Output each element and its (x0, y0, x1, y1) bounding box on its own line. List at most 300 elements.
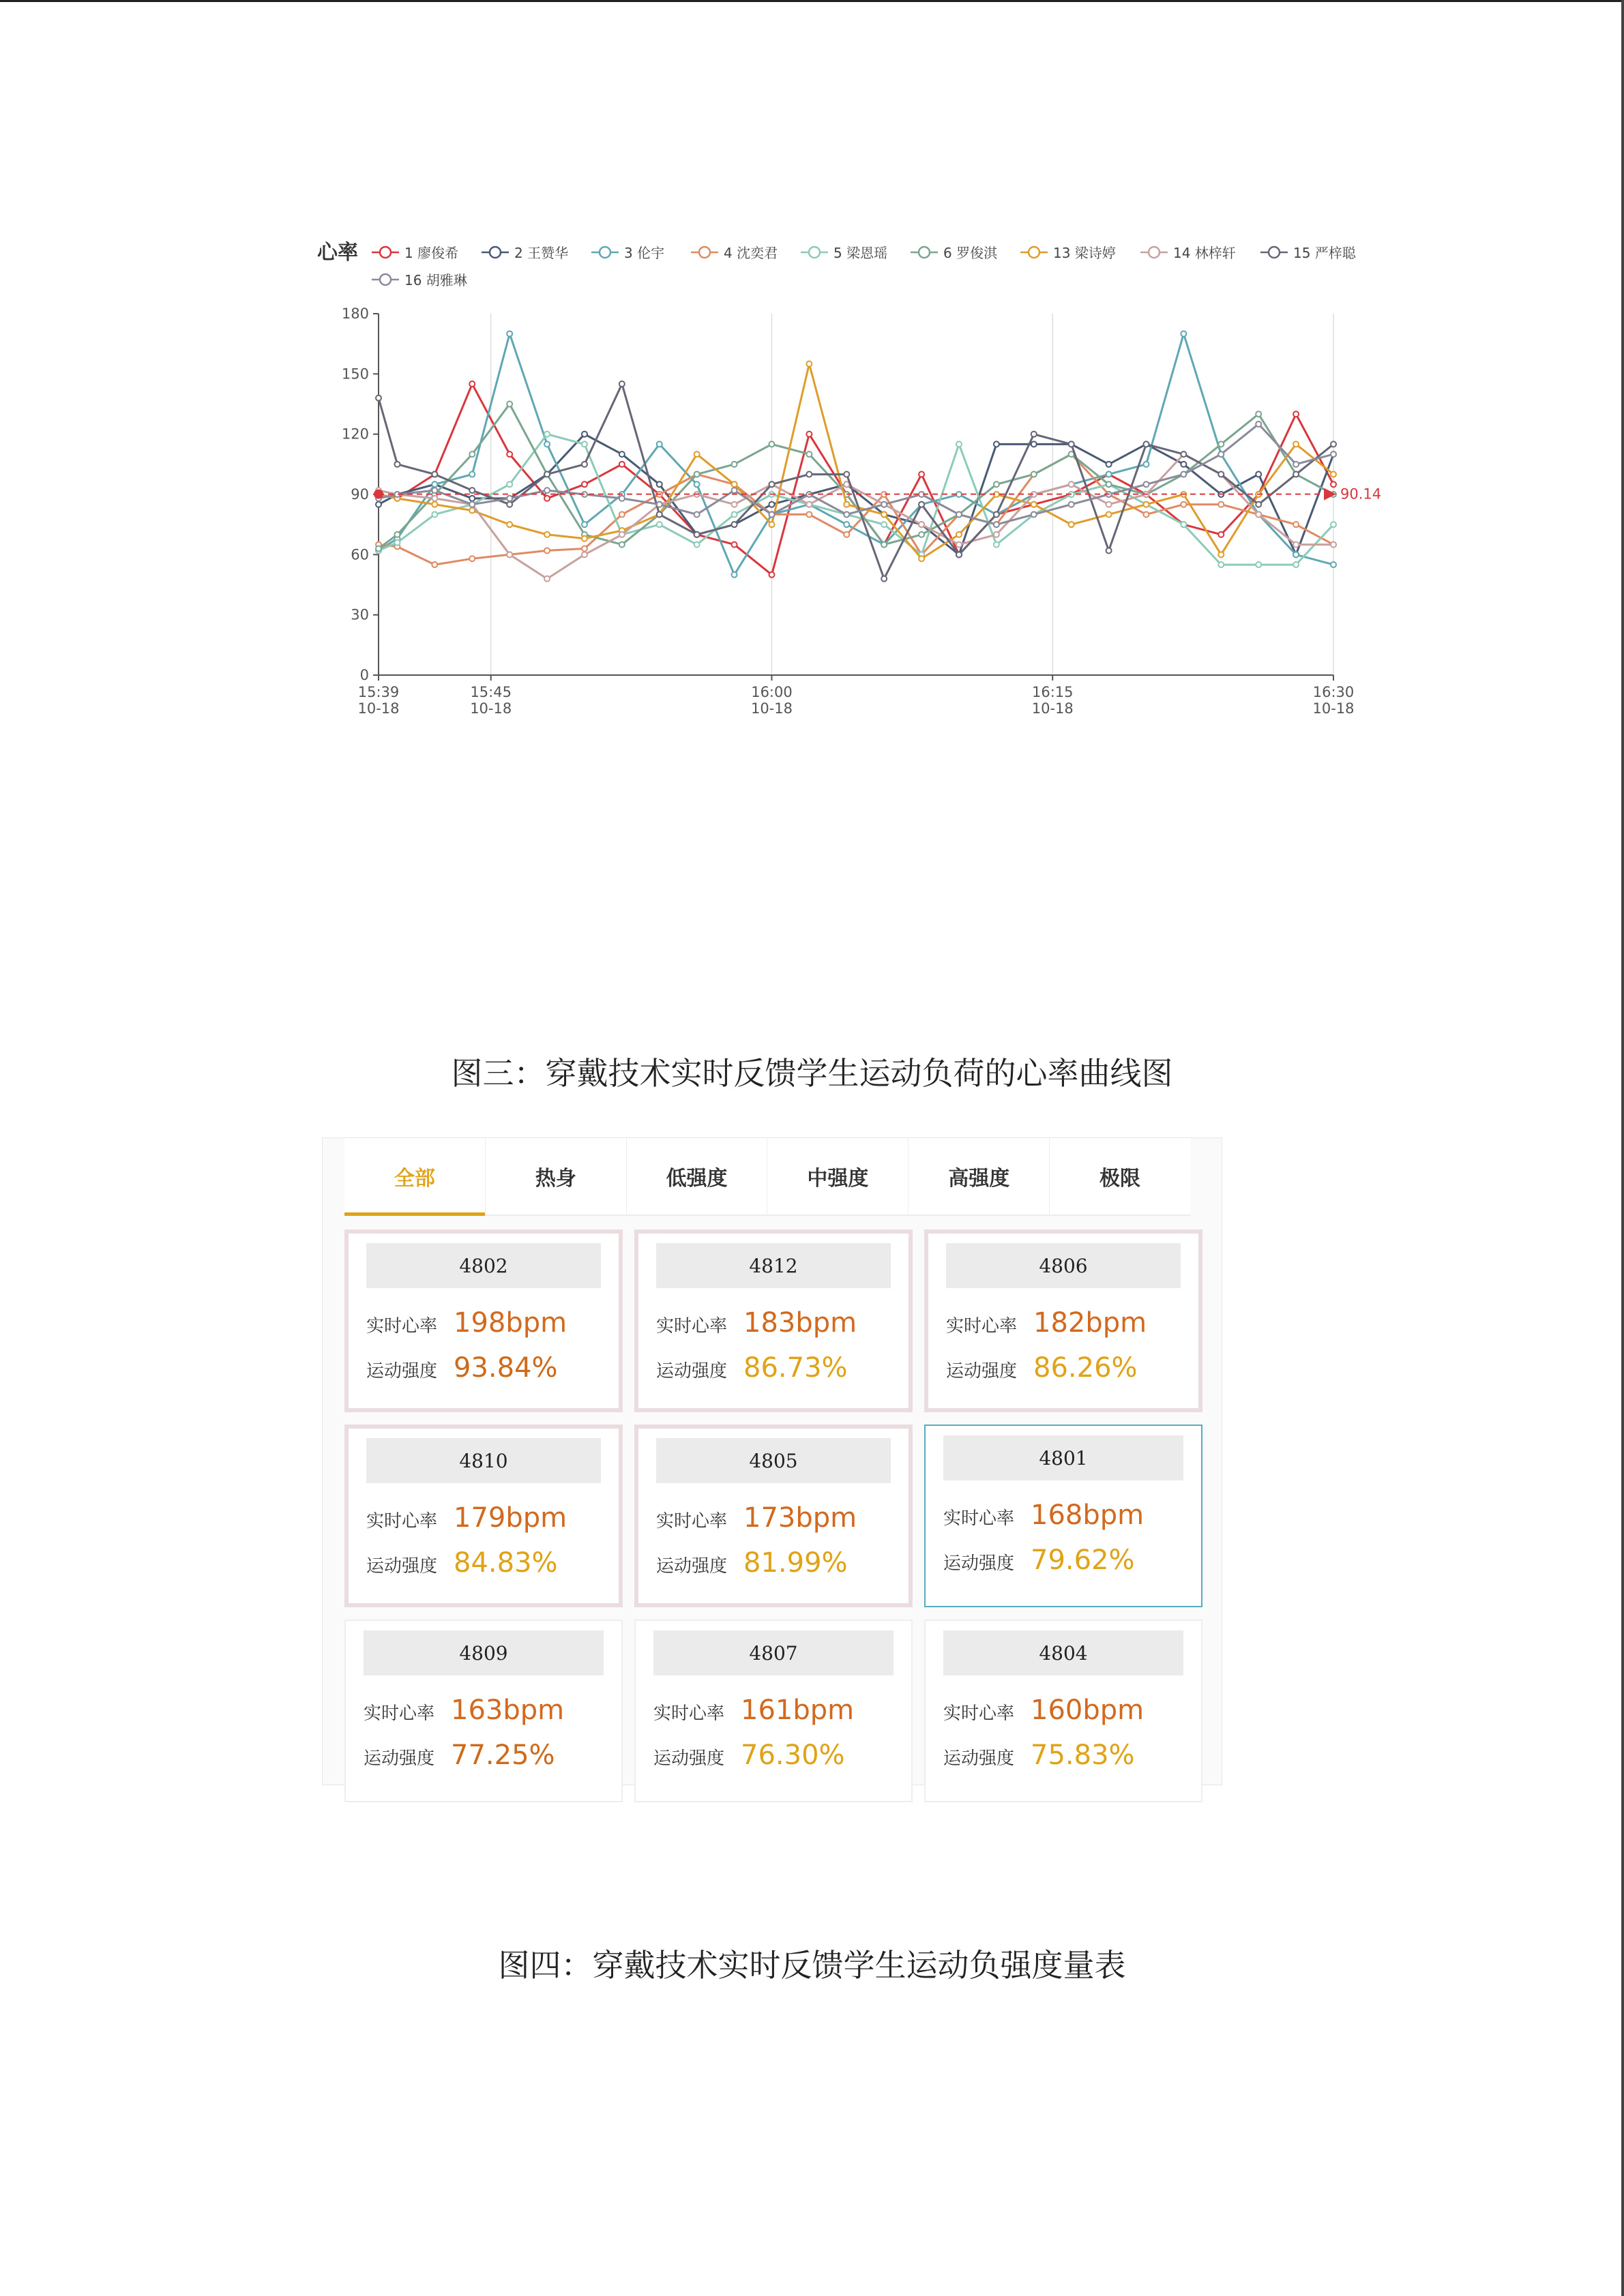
data-point[interactable] (432, 496, 437, 501)
data-point[interactable] (1143, 441, 1149, 447)
data-point[interactable] (582, 481, 587, 487)
legend-label: 6 罗俊淇 (943, 245, 998, 261)
data-point[interactable] (1331, 542, 1336, 548)
x-tick-date-label: 10-18 (470, 700, 512, 717)
data-point[interactable] (582, 552, 587, 557)
data-point[interactable] (394, 462, 400, 467)
device-id: 4812 (656, 1243, 891, 1288)
data-point[interactable] (694, 532, 700, 537)
x-tick-time-label: 15:39 (357, 684, 400, 700)
data-point[interactable] (619, 496, 625, 501)
data-point[interactable] (1106, 548, 1112, 553)
data-point[interactable] (544, 496, 550, 501)
mark-line-label: 90.14 (1340, 486, 1382, 503)
student-card[interactable] (634, 1425, 913, 1607)
data-point[interactable] (619, 511, 625, 517)
data-point[interactable] (769, 481, 774, 487)
data-point[interactable] (657, 522, 662, 527)
device-id: 4804 (943, 1630, 1183, 1675)
student-card[interactable] (924, 1229, 1202, 1412)
data-point[interactable] (1293, 411, 1299, 417)
figure-4-caption: 图四：穿戴技术实时反馈学生运动负强度量表 (498, 1947, 1126, 1984)
data-point[interactable] (1106, 481, 1112, 487)
data-point[interactable] (1331, 441, 1336, 447)
student-card[interactable] (344, 1620, 623, 1802)
intensity-panel (322, 1137, 1222, 1785)
data-point[interactable] (769, 502, 774, 507)
data-point[interactable] (376, 396, 381, 401)
tab-all[interactable]: 全部 (344, 1138, 486, 1214)
legend-swatch-marker (809, 247, 820, 258)
data-point[interactable] (919, 532, 924, 537)
x-tick-date-label: 10-18 (357, 700, 400, 717)
data-point[interactable] (1218, 562, 1224, 567)
data-point[interactable] (1069, 502, 1074, 507)
heart-rate-chart (310, 232, 1382, 730)
data-point[interactable] (1143, 481, 1149, 487)
data-point[interactable] (1143, 502, 1149, 507)
intensity-row (946, 1352, 1138, 1384)
data-point[interactable] (1069, 441, 1074, 447)
data-point[interactable] (376, 502, 381, 507)
data-point[interactable] (732, 462, 737, 467)
data-point[interactable] (956, 542, 962, 548)
intensity-label: 运动强度 (366, 1556, 438, 1577)
tab-warmup[interactable]: 热身 (486, 1138, 627, 1214)
data-point[interactable] (956, 511, 962, 517)
data-point[interactable] (469, 502, 475, 507)
data-point[interactable] (844, 522, 849, 527)
data-point[interactable] (1293, 462, 1299, 467)
data-point[interactable] (732, 511, 737, 517)
data-point[interactable] (694, 451, 700, 457)
data-point[interactable] (1218, 552, 1224, 557)
data-point[interactable] (694, 481, 700, 487)
data-point[interactable] (1181, 502, 1186, 507)
data-point[interactable] (1031, 472, 1037, 477)
student-card[interactable] (924, 1620, 1202, 1802)
intensity-label: 运动强度 (366, 1361, 438, 1382)
data-point[interactable] (956, 492, 962, 497)
intensity-label: 运动强度 (656, 1361, 728, 1382)
legend-item[interactable] (1020, 245, 1116, 261)
x-tick-time-label: 16:00 (751, 684, 793, 700)
data-point[interactable] (956, 441, 962, 447)
heart-rate-label: 实时心率 (366, 1316, 438, 1337)
series-line (379, 384, 1333, 575)
data-point[interactable] (432, 502, 437, 507)
intensity-label: 运动强度 (943, 1553, 1015, 1574)
data-point[interactable] (881, 511, 887, 517)
data-point[interactable] (1106, 511, 1112, 517)
student-card[interactable] (634, 1229, 913, 1412)
data-point[interactable] (619, 451, 625, 457)
tab-high-intensity[interactable]: 高强度 (909, 1138, 1050, 1214)
data-point[interactable] (1256, 472, 1261, 477)
data-point[interactable] (732, 522, 737, 527)
data-point[interactable] (881, 522, 887, 527)
legend-item[interactable] (372, 245, 458, 261)
data-point[interactable] (1256, 511, 1261, 517)
data-point[interactable] (1293, 441, 1299, 447)
data-point[interactable] (994, 511, 999, 517)
data-point[interactable] (1218, 532, 1224, 537)
heart-rate-row (946, 1307, 1147, 1339)
data-point[interactable] (994, 522, 999, 527)
data-point[interactable] (1143, 462, 1149, 467)
data-point[interactable] (1256, 562, 1261, 567)
data-point[interactable] (694, 511, 700, 517)
data-point[interactable] (994, 441, 999, 447)
data-point[interactable] (1218, 502, 1224, 507)
legend-item[interactable] (591, 245, 664, 261)
heart-rate-value: 161bpm (741, 1695, 855, 1726)
student-card[interactable] (924, 1425, 1202, 1607)
data-point[interactable] (881, 542, 887, 548)
device-id: 4806 (946, 1243, 1181, 1288)
device-id: 4805 (656, 1438, 891, 1483)
data-point[interactable] (544, 532, 550, 537)
student-card[interactable] (344, 1229, 623, 1412)
data-point[interactable] (1031, 441, 1037, 447)
series-group (376, 331, 1336, 577)
device-id: 4807 (653, 1630, 894, 1675)
heart-rate-label: 实时心率 (656, 1511, 728, 1532)
data-point[interactable] (919, 502, 924, 507)
device-id: 4802 (366, 1243, 601, 1288)
heart-rate-label: 实时心率 (364, 1703, 435, 1724)
device-id: 4810 (366, 1438, 601, 1483)
data-point[interactable] (1069, 522, 1074, 527)
student-card[interactable] (344, 1425, 623, 1607)
heart-rate-value: 179bpm (454, 1502, 567, 1534)
chart-axes (342, 305, 1355, 717)
data-point[interactable] (1331, 522, 1336, 527)
data-point[interactable] (1256, 421, 1261, 427)
data-point[interactable] (432, 562, 437, 567)
intensity-value: 76.30% (741, 1740, 845, 1771)
figure-3-caption: 图三：穿戴技术实时反馈学生运动负荷的心率曲线图 (451, 1055, 1173, 1092)
data-point[interactable] (432, 511, 437, 517)
data-point[interactable] (694, 542, 700, 548)
data-point[interactable] (806, 502, 812, 507)
intensity-value: 84.83% (454, 1547, 558, 1579)
intensity-label: 运动强度 (364, 1748, 435, 1769)
legend-item[interactable] (1140, 245, 1236, 261)
data-point[interactable] (507, 522, 512, 527)
data-point[interactable] (582, 536, 587, 541)
chart-title: 心率 (317, 241, 358, 265)
intensity-value: 79.62% (1031, 1545, 1135, 1576)
data-point[interactable] (619, 381, 625, 387)
intensity-row (943, 1545, 1135, 1576)
data-point[interactable] (994, 542, 999, 548)
data-point[interactable] (919, 556, 924, 561)
legend-label: 5 梁恩瑶 (833, 245, 888, 261)
heart-rate-label: 实时心率 (653, 1703, 725, 1724)
tab-extreme[interactable]: 极限 (1099, 1167, 1141, 1191)
data-point[interactable] (507, 552, 512, 557)
legend-swatch-marker (600, 247, 610, 258)
y-tick-label: 120 (341, 426, 369, 443)
series-group (376, 421, 1336, 527)
data-point[interactable] (657, 502, 662, 507)
y-tick-label: 180 (341, 305, 369, 322)
data-point[interactable] (881, 576, 887, 582)
data-point[interactable] (769, 511, 774, 517)
intensity-label: 运动强度 (653, 1748, 725, 1769)
data-point[interactable] (469, 556, 475, 561)
chart-legend (372, 245, 1357, 288)
series-line (379, 333, 1333, 574)
data-point[interactable] (544, 488, 550, 493)
legend-swatch-marker (699, 247, 710, 258)
data-point[interactable] (1293, 522, 1299, 527)
legend-item[interactable] (911, 245, 997, 261)
data-point[interactable] (769, 522, 774, 527)
data-point[interactable] (1031, 432, 1037, 437)
data-point[interactable] (1256, 411, 1261, 417)
heart-rate-row (366, 1502, 567, 1534)
data-point[interactable] (582, 441, 587, 447)
data-point[interactable] (619, 462, 625, 467)
intensity-tabs (344, 1138, 1190, 1216)
intensity-value: 81.99% (743, 1547, 848, 1579)
data-point[interactable] (844, 472, 849, 477)
data-point[interactable] (469, 496, 475, 501)
data-point[interactable] (919, 522, 924, 527)
data-point[interactable] (844, 511, 849, 517)
data-point[interactable] (1031, 502, 1037, 507)
tab-low-intensity[interactable]: 低强度 (627, 1138, 768, 1214)
legend-swatch-marker (490, 247, 501, 258)
y-tick-label: 90 (351, 486, 369, 503)
data-point[interactable] (1181, 472, 1186, 477)
data-point[interactable] (956, 532, 962, 537)
data-point[interactable] (1106, 462, 1112, 467)
heart-rate-value: 168bpm (1031, 1500, 1145, 1531)
tab-medium-intensity[interactable]: 中强度 (767, 1138, 909, 1214)
chart-series (376, 331, 1336, 581)
x-tick-date-label: 10-18 (1031, 700, 1074, 717)
legend-label: 14 林梓轩 (1173, 245, 1236, 261)
legend-label: 2 王赞华 (514, 245, 569, 261)
data-point[interactable] (732, 542, 737, 548)
legend-swatch-marker (1029, 247, 1039, 258)
data-point[interactable] (806, 511, 812, 517)
data-point[interactable] (469, 488, 475, 493)
x-tick-date-label: 10-18 (750, 700, 793, 717)
data-point[interactable] (844, 532, 849, 537)
legend-label: 3 伦宇 (624, 245, 665, 261)
heart-rate-label: 实时心率 (946, 1316, 1018, 1337)
data-point[interactable] (1293, 542, 1299, 548)
series-line (379, 384, 1333, 579)
series-group (376, 381, 1336, 578)
legend-swatch-marker (919, 247, 930, 258)
data-point[interactable] (657, 481, 662, 487)
heart-rate-value: 160bpm (1031, 1695, 1145, 1726)
data-point[interactable] (1181, 462, 1186, 467)
legend-item[interactable] (372, 272, 467, 288)
data-point[interactable] (394, 532, 400, 537)
data-point[interactable] (432, 472, 437, 477)
data-point[interactable] (1181, 331, 1186, 336)
intensity-value: 93.84% (454, 1352, 558, 1384)
data-point[interactable] (376, 546, 381, 552)
y-tick-label: 30 (351, 606, 369, 623)
data-point[interactable] (806, 361, 812, 367)
legend-label: 1 廖俊希 (404, 245, 459, 261)
series-line (379, 424, 1333, 524)
data-point[interactable] (769, 572, 774, 578)
device-id: 4801 (943, 1435, 1183, 1480)
data-point[interactable] (844, 502, 849, 507)
data-point[interactable] (394, 540, 400, 546)
device-id: 4809 (364, 1630, 604, 1675)
data-point[interactable] (507, 481, 512, 487)
intensity-row (366, 1547, 558, 1579)
heart-rate-label: 实时心率 (656, 1316, 728, 1337)
intensity-row (943, 1740, 1135, 1771)
intensity-row (366, 1352, 558, 1384)
data-point[interactable] (806, 432, 812, 437)
data-point[interactable] (1181, 522, 1186, 527)
data-point[interactable] (507, 451, 512, 457)
intensity-label: 运动强度 (656, 1556, 728, 1577)
data-point[interactable] (1143, 511, 1149, 517)
intensity-row (656, 1352, 848, 1384)
data-point[interactable] (582, 522, 587, 527)
data-point[interactable] (507, 496, 512, 501)
data-point[interactable] (1218, 472, 1224, 477)
heart-rate-row (943, 1500, 1144, 1531)
data-point[interactable] (582, 462, 587, 467)
data-point[interactable] (432, 488, 437, 493)
legend-item[interactable] (1260, 245, 1357, 261)
data-point[interactable] (469, 472, 475, 477)
data-point[interactable] (544, 576, 550, 582)
x-tick-date-label: 10-18 (1312, 700, 1355, 717)
legend-label: 16 胡雅琳 (404, 272, 467, 288)
legend-swatch-marker (380, 274, 391, 285)
heart-rate-value: 182bpm (1033, 1307, 1147, 1339)
heart-rate-row (364, 1695, 564, 1726)
x-tick-time-label: 16:15 (1031, 684, 1074, 700)
data-point[interactable] (1331, 451, 1336, 457)
data-point[interactable] (806, 472, 812, 477)
legend-swatch-marker (1269, 247, 1280, 258)
intensity-row (656, 1547, 848, 1579)
data-point[interactable] (732, 488, 737, 493)
intensity-value: 75.83% (1031, 1740, 1135, 1771)
legend-label: 4 沈奕君 (724, 245, 778, 261)
legend-item[interactable] (801, 245, 887, 261)
intensity-value: 77.25% (451, 1740, 555, 1771)
data-point[interactable] (544, 472, 550, 477)
legend-label: 13 梁诗婷 (1053, 245, 1116, 261)
data-point[interactable] (544, 432, 550, 437)
data-point[interactable] (507, 502, 512, 507)
data-point[interactable] (619, 542, 625, 548)
data-point[interactable] (1293, 552, 1299, 557)
data-point[interactable] (769, 441, 774, 447)
data-point[interactable] (1218, 451, 1224, 457)
intensity-value: 86.26% (1033, 1352, 1138, 1384)
data-point[interactable] (1293, 562, 1299, 567)
data-point[interactable] (657, 441, 662, 447)
data-point[interactable] (732, 481, 737, 487)
heart-rate-label: 实时心率 (943, 1508, 1015, 1529)
intensity-row (653, 1740, 845, 1771)
legend-swatch-marker (1149, 247, 1160, 258)
data-point[interactable] (694, 472, 700, 477)
data-point[interactable] (732, 572, 737, 578)
data-point[interactable] (881, 502, 887, 507)
data-point[interactable] (1331, 472, 1336, 477)
data-point[interactable] (582, 546, 587, 552)
heart-rate-value: 183bpm (743, 1307, 857, 1339)
x-tick-time-label: 15:45 (470, 684, 512, 700)
data-point[interactable] (432, 481, 437, 487)
data-point[interactable] (507, 331, 512, 336)
data-point[interactable] (732, 502, 737, 507)
legend-swatch-marker (380, 247, 391, 258)
data-point[interactable] (582, 432, 587, 437)
legend-item[interactable] (482, 245, 568, 261)
page-top-border (0, 0, 1624, 2)
legend-item[interactable] (691, 245, 778, 261)
data-point[interactable] (1106, 502, 1112, 507)
data-point[interactable] (657, 511, 662, 517)
data-point[interactable] (544, 548, 550, 553)
y-tick-label: 150 (341, 366, 369, 383)
mark-line-arrow (1324, 488, 1336, 501)
heart-rate-row (943, 1695, 1144, 1726)
intensity-label: 运动强度 (946, 1361, 1018, 1382)
legend-label: 15 严梓聪 (1293, 245, 1356, 261)
data-point[interactable] (1106, 472, 1112, 477)
data-point[interactable] (1031, 511, 1037, 517)
data-point[interactable] (507, 402, 512, 407)
data-point[interactable] (919, 472, 924, 477)
data-point[interactable] (544, 441, 550, 447)
heart-rate-row (653, 1695, 854, 1726)
data-point[interactable] (1331, 481, 1336, 487)
intensity-label: 运动强度 (943, 1748, 1015, 1769)
data-point[interactable] (1293, 472, 1299, 477)
data-point[interactable] (956, 552, 962, 557)
student-card[interactable] (634, 1620, 913, 1802)
heart-rate-value: 173bpm (743, 1502, 857, 1534)
heart-rate-label: 实时心率 (943, 1703, 1015, 1724)
data-point[interactable] (469, 381, 475, 387)
data-point[interactable] (994, 532, 999, 537)
heart-rate-row (656, 1502, 857, 1534)
data-point[interactable] (1256, 502, 1261, 507)
data-point[interactable] (1181, 451, 1186, 457)
data-point[interactable] (1069, 481, 1074, 487)
data-point[interactable] (806, 451, 812, 457)
data-point[interactable] (1218, 441, 1224, 447)
data-point[interactable] (1331, 562, 1336, 567)
student-card-grid (344, 1229, 1205, 1802)
heart-rate-value: 163bpm (451, 1695, 565, 1726)
data-point[interactable] (619, 532, 625, 537)
heart-rate-row (366, 1307, 567, 1339)
data-point[interactable] (469, 451, 475, 457)
data-point[interactable] (994, 481, 999, 487)
